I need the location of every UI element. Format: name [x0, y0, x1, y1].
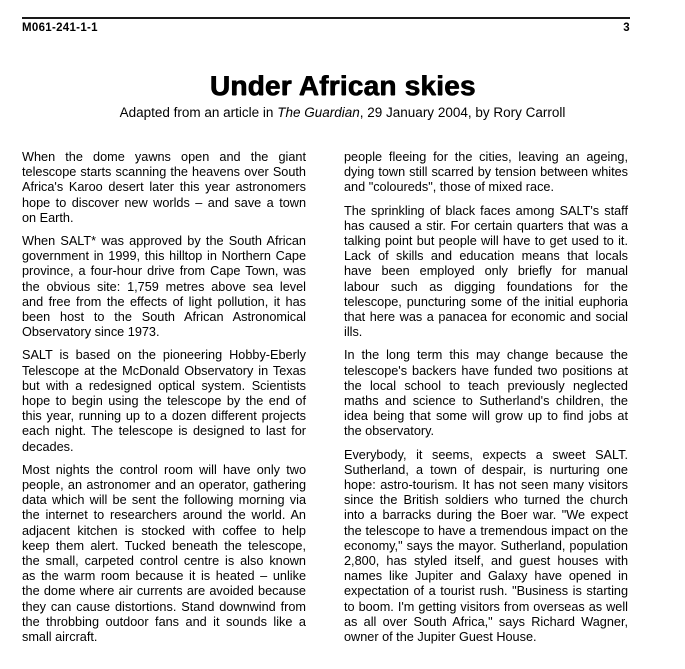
paragraph: Most nights the control room will have only two people, an astronomer and an operator, gathering data which will be sent the following morning via the internet to researchers around the world. An adjacent kitchen is stocked with coffee to help keep them alert. Tucked beneath the telescope, the small, carpeted control centre is also known as the warm room because it is heated – unlike the dome where air currents are avoided because they can cause distortions. Stand downwind from the throbbing outdoor fans and it sounds like a small aircraft.: [22, 462, 306, 645]
page-number: 3: [623, 22, 630, 34]
doc-code: M061-241-1-1: [22, 22, 98, 34]
subtitle: [0, 105, 685, 120]
paragraph: Everybody, it seems, expects a sweet SALT. Sutherland, a town of despair, is nurturing one hope: astro-tourism. It has not seen many visitors since the British soldiers who turned the church into a barracks during the Boer war. "We expect the telescope to have a tremendous impact on the economy," says the mayor. Sutherland, population 2,800, has styled itself, and guest houses with names like Jupiter and Galaxy have opened in expectation of a tourist rush. "Business is starting to boom. I'm getting visitors from overseas as well as all over South Africa," says Richard Wagner, owner of the Jupiter Guest House.: [344, 447, 628, 645]
paragraph: In the long term this may change because the telescope's backers have funded two positions at the local school to teach previously neglected maths and science to Sutherland's children, the idea being that some will grow up to find jobs at the observatory.: [344, 348, 628, 439]
paragraph: SALT is based on the pioneering Hobby-Eberly Telescope at the McDonald Observatory in Texas but with a redesigned optical system. Scientists hope to begin using the telescope by the end of this year, running up to a dozen different projects each night. The telescope is designed to last for decades.: [22, 348, 306, 454]
subtitle-source-name: The Guardian: [277, 105, 360, 120]
left-column: [22, 150, 306, 645]
page-title: Under African skies: [209, 70, 476, 101]
paragraph: When the dome yawns open and the giant telescope starts scanning the heavens over South Africa's Karoo desert later this year astronomers hope to discover new worlds – and save a town on Earth.: [22, 150, 306, 225]
paragraph: When SALT* was approved by the South African government in 1999, this hilltop in Northern Cape province, a four-hour drive from Cape Town, was the obvious site: 1,759 metres above sea level and free from the effects of light pollution, it has been host to the South African Astronomical Observatory since 1973.: [22, 234, 306, 340]
subtitle-prefix: Adapted from an article in: [119, 105, 278, 120]
paragraph: people fleeing for the cities, leaving an ageing, dying town still scarred by tension between whites and "coloureds", those of mixed race.: [344, 150, 628, 195]
page-header: [22, 22, 630, 34]
header-divider: [22, 17, 630, 19]
paragraph: The sprinkling of black faces among SALT's staff has caused a stir. For certain quarters that was a talking point but people will have to get used to it. Lack of skills and education means that locals have been employed only briefly for manual labour such as digging foundations for the telescope, puncturing some of the initial euphoria that here was a panacea for economic and social ills.: [344, 203, 628, 340]
article-body: [22, 150, 628, 645]
right-column: [344, 150, 628, 645]
subtitle-suffix: , 29 January 2004, by Rory Carroll: [359, 105, 566, 120]
